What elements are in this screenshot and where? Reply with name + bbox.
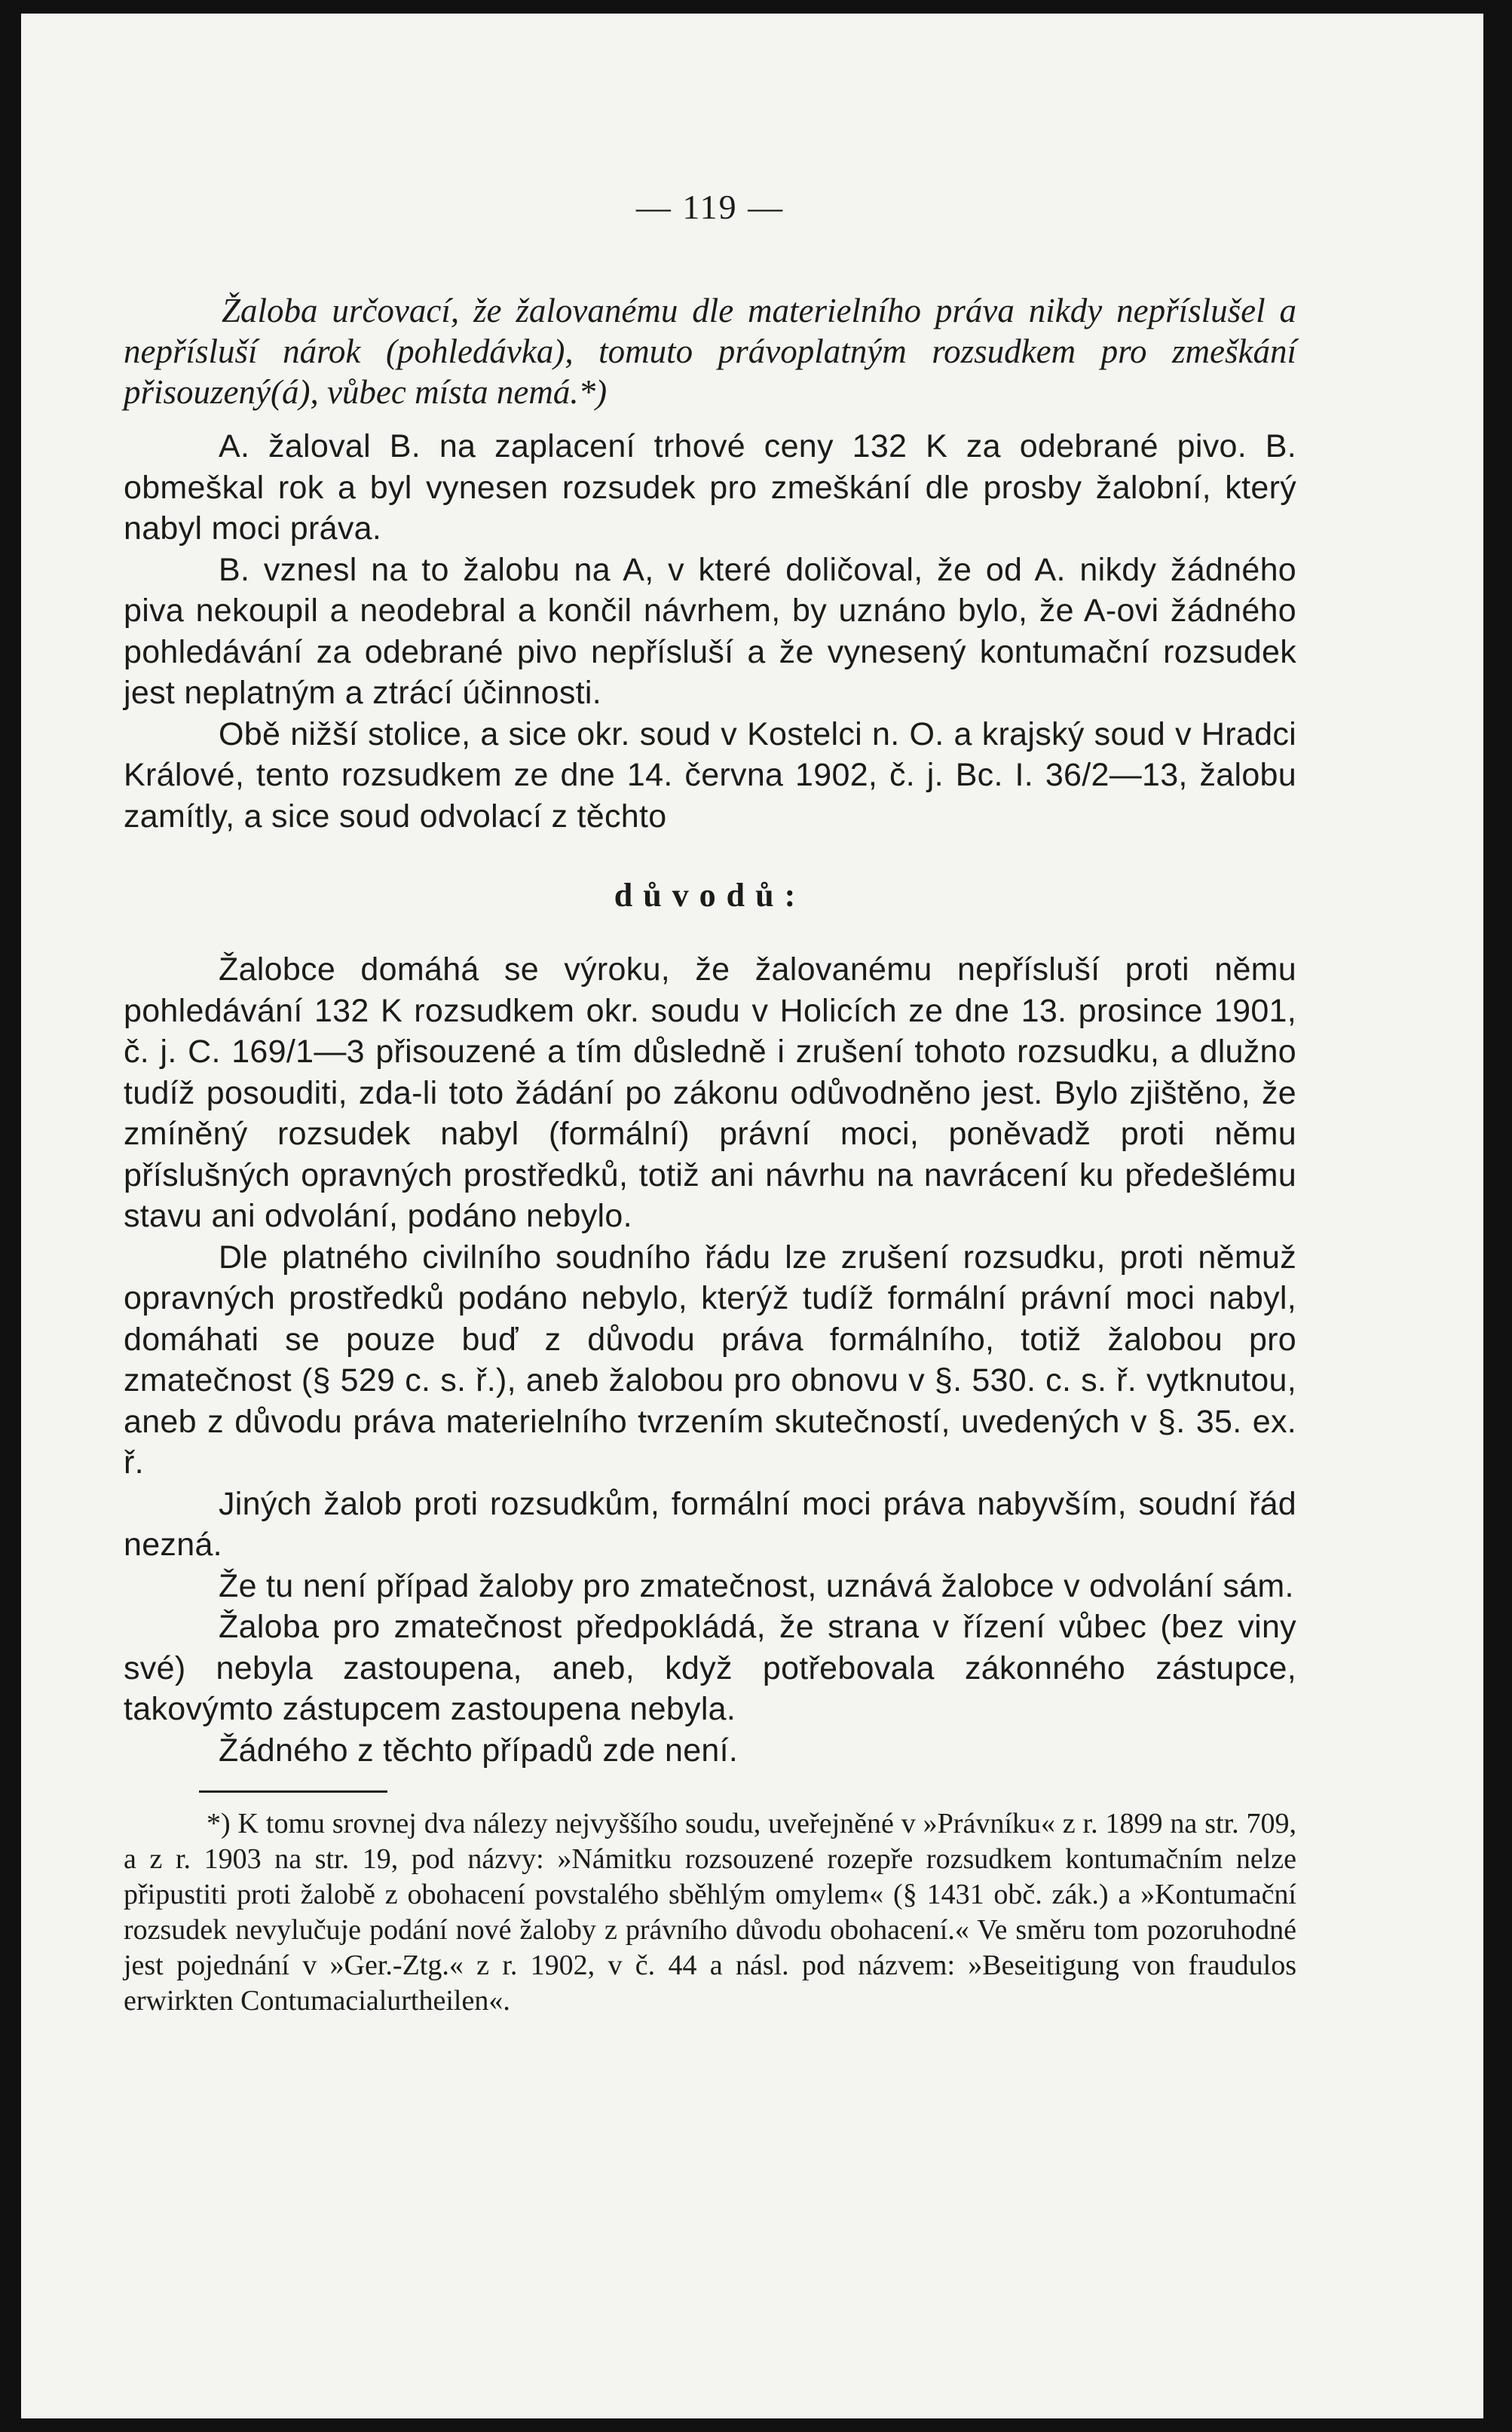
page-text — [124, 187, 1296, 2019]
paragraph: Jiných žalob proti rozsudkům, formální moci práva nabyvším, soudní řád nezná. — [124, 1485, 1296, 1563]
paragraph: A. žaloval B. na zaplacení trhové ceny 132 K za odebrané pivo. B. obmeškal rok a byl vynesen rozsudek pro zmeškání dle prosby žalobní, který nabyl moci práva. — [124, 428, 1296, 547]
footnote-divider — [199, 1790, 387, 1793]
section-heading: důvodů: — [614, 877, 807, 914]
footnote: *) K tomu srovnej dva nálezy nejvyššího soudu, uveřejněné v »Právníku« z r. 1899 na str. 709, a z r. 1903 na str. 19, pod názvy: »Námitku rozsouzené rozepře rozsudkem kontumačním nelze připustiti proti žalobě z obohacení povstalého sběhlým omylem« (§ 1431 obč. zák.) a »Kontumační rozsudek nevylučuje podání nové žaloby z právního důvodu obohacení.« Ve směru tom pozoruhodné jest pojednání v »Ger.-Ztg.« z r. 1902, v č. 44 a násl. pod názvem: »Beseitigung von fraudulos erwirkten Contumacialurtheilen«. — [124, 1808, 1296, 2017]
paragraph: B. vznesl na to žalobu na A, v které doličoval, že od A. nikdy žádného piva nekoupil a neodebral a končil návrhem, by uznáno bylo, že A-ovi žádného pohledávání za odebrané pivo nepřísluší a že vynesený kontumační rozsudek jest neplatným a ztrácí účinnosti. — [124, 551, 1296, 711]
paragraph: Obě nižší stolice, a sice okr. soud v Kostelci n. O. a krajský soud v Hradci Králové, tento rozsudkem ze dne 14. června 1902, č. j. Bc. I. 36/2—13, žalobu zamítly, a sice soud odvolací z těchto — [124, 715, 1296, 835]
paragraph: Dle platného civilního soudního řádu lze zrušení rozsudku, proti němuž opravných prostředků podáno nebylo, kterýž tudíž formální právní moci nabyl, domáhati se pouze buď z důvodu práva formálního, totiž žalobou pro zmatečnost (§ 529 c. s. ř.), aneb žalobou pro obnovu v §. 530. c. s. ř. vytknutou, aneb z důvodu práva materielního tvrzením skutečností, uvedených v §. 35. ex. ř. — [124, 1239, 1296, 1481]
case-title: Žaloba určovací, že žalovanému dle materielního práva nikdy nepříslušel a nepřísluší nárok (pohledávka), tomuto právoplatným rozsudkem pro zmeškání přisouzený(á), vůbec místa nemá.*) — [124, 292, 1296, 411]
paragraph: Že tu není případ žaloby pro zmatečnost, uznává žalobce v odvolání sám. — [219, 1567, 1294, 1604]
scanned-page — [21, 14, 1483, 2418]
page-number: — 119 — — [635, 188, 785, 226]
paragraph: Žaloba pro zmatečnost předpokládá, že strana v řízení vůbec (bez viny své) nebyla zastoupena, aneb, když potřebovala zákonného zástupce, takovýmto zástupcem zastoupena nebyla. — [124, 1609, 1296, 1727]
paragraph: Žalobce domáhá se výroku, že žalovanému nepřísluší proti němu pohledávání 132 K rozsudkem okr. soudu v Holicích ze dne 13. prosince 1901, č. j. C. 169/1—3 přisouzené a tím důsledně i zrušení tohoto rozsudku, a dlužno tudíž posouditi, zda-li toto žádání po zákonu odůvodněno jest. Bylo zjištěno, že zmíněný rozsudek nabyl (formální) právní moci, poněvadž proti němu příslušných opravných prostředků, totiž ani návrhu na navrácení ku předešlému stavu ani odvolání, podáno nebylo. — [124, 951, 1296, 1234]
paragraph: Žádného z těchto případů zde není. — [219, 1732, 739, 1769]
